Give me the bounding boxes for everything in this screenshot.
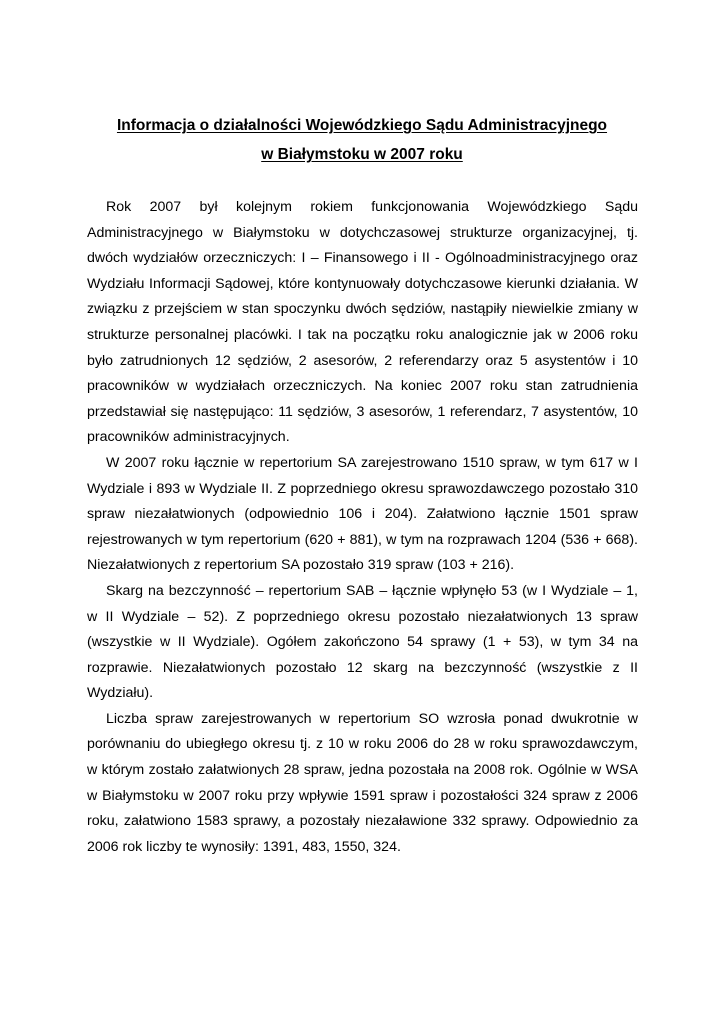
paragraph-so-repertory: Liczba spraw zarejestrowanych w repertorium SO wzrosła ponad dwukrotnie w porównaniu do ubiegłego okresu tj. z 10 w roku 2006 do 28 w roku sprawozdawczym, w którym zostało załatwionych 28 spraw, jedna pozostała na 2008 rok. Ogólnie w WSA w Białymstoku w 2007 roku przy wpływie 1591 spraw i pozostałości 324 spraw z 2006 roku, załatwiono 1583 sprawy, a pozostały niezaławione 332 sprawy. Odpowiednio za 2006 rok liczby te wynosiły: 1391, 483, 1550, 324. — [87, 710, 638, 855]
paragraph-sa-repertory: W 2007 roku łącznie w repertorium SA zarejestrowano 1510 spraw, w tym 617 w I Wydziale i 893 w Wydziale II. Z poprzedniego okresu sprawozdawczego pozostało 310 spraw niezałatwionych (odpowiednio 106 i 204). Załatwiono łącznie 1501 spraw rejestrowanych w tym repertorium (620 + 881), w tym na rozprawach 1204 (536 + 668). Niezałatwionych z repertorium SA pozostało 319 spraw (103 + 216). — [87, 454, 638, 574]
document-title-line-2: w Białymstoku w 2007 roku — [261, 146, 463, 163]
paragraph-staffing: Rok 2007 był kolejnym rokiem funkcjonowania Wojewódzkiego Sądu Administracyjnego w Białymstoku w dotychczasowej strukturze organizacyjnej, tj. dwóch wydziałów orzeczniczych: I – Finansowego i II - Ogólnoadministracyjnego oraz Wydziału Informacji Sądowej, które kontynuowały dotychczasowe kierunki działania. W związku z przejściem w stan spoczynku dwóch sędziów, nastąpiły niewielkie zmiany w strukturze personalnej placówki. I tak na początku roku analogicznie jak w 2006 roku było zatrudnionych 12 sędziów, 2 asesorów, 2 referendarzy oraz 5 asystentów i 10 pracowników w wydziałach orzeczniczych. Na koniec 2007 roku stan zatrudnienia przedstawiał się następująco: 11 sędziów, 3 asesorów, 1 referendarz, 7 asystentów, 10 pracowników administracyjnych. — [87, 199, 638, 446]
document-title-line-1: Informacja o działalności Wojewódzkiego Sądu Administracyjnego — [116, 117, 608, 134]
paragraph-sab-repertory: Skarg na bezczynność – repertorium SAB – łącznie wpłynęło 53 (w I Wydziale – 1, w II Wydziale – 52). Z poprzedniego okresu pozostało niezałatwionych 13 spraw (wszystkie w II Wydziale). Ogółem zakończono 54 sprawy (1 + 53), w tym 34 na rozprawie. Niezałatwionych pozostało 12 skarg na bezczynność (wszystkie z II Wydziału). — [87, 582, 638, 702]
document-body — [87, 195, 638, 860]
